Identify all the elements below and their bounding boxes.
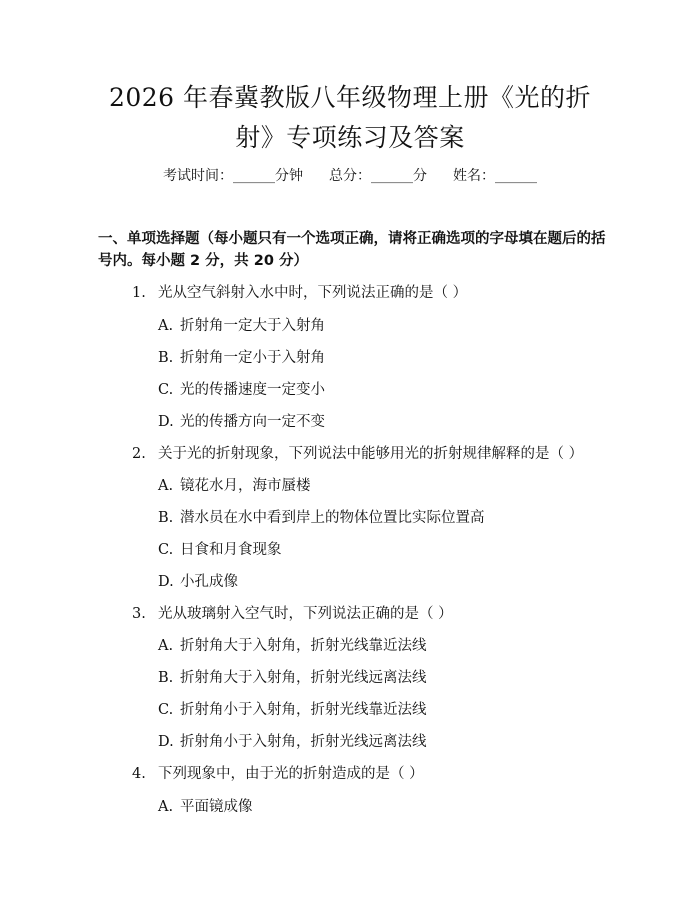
option-text: 折射角一定小于入射角 bbox=[180, 350, 325, 366]
question-number: 2. bbox=[132, 446, 146, 462]
option-text: 折射角小于入射角，折射光线靠近法线 bbox=[180, 702, 427, 718]
option-label: D. bbox=[158, 414, 174, 430]
option-text: 潜水员在水中看到岸上的物体位置比实际位置高 bbox=[180, 510, 485, 526]
option-label: A. bbox=[158, 799, 174, 815]
question-number: 4. bbox=[132, 766, 146, 782]
option-text: 小孔成像 bbox=[180, 574, 238, 590]
question-text: 下列现象中，由于光的折射造成的是（ ） bbox=[158, 766, 424, 782]
question-number: 3. bbox=[132, 606, 146, 622]
option-label: B. bbox=[158, 670, 174, 686]
option-label: C. bbox=[158, 702, 174, 718]
option-label: C. bbox=[158, 382, 174, 398]
option-1-a bbox=[158, 316, 325, 336]
total-score-label: 总分：______分 bbox=[329, 168, 427, 184]
option-2-b bbox=[158, 508, 485, 528]
question-3 bbox=[132, 604, 453, 624]
student-name-label: 姓名：______ bbox=[453, 168, 537, 184]
option-2-a bbox=[158, 476, 311, 496]
option-label: A. bbox=[158, 478, 174, 494]
option-label: B. bbox=[158, 510, 174, 526]
option-text: 折射角大于入射角，折射光线远离法线 bbox=[180, 670, 427, 686]
option-3-d bbox=[158, 732, 427, 752]
question-text: 关于光的折射现象，下列说法中能够用光的折射规律解释的是（ ） bbox=[158, 446, 584, 462]
option-3-b bbox=[158, 668, 427, 688]
section-header-line-2: 号内。每小题 2 分，共 20 分） bbox=[98, 253, 308, 269]
exam-time-label: 考试时间：______分钟 bbox=[163, 168, 303, 184]
question-4 bbox=[132, 764, 424, 784]
question-2 bbox=[132, 444, 583, 464]
option-1-d bbox=[158, 412, 325, 432]
question-text: 光从玻璃射入空气时，下列说法正确的是（ ） bbox=[158, 606, 453, 622]
option-2-c bbox=[158, 540, 282, 560]
option-text: 光的传播方向一定不变 bbox=[180, 414, 325, 430]
exam-info-row bbox=[0, 166, 700, 186]
question-text: 光从空气斜射入水中时，下列说法正确的是（ ） bbox=[158, 285, 468, 301]
option-label: A. bbox=[158, 318, 174, 334]
option-1-c bbox=[158, 380, 325, 400]
option-text: 折射角大于入射角，折射光线靠近法线 bbox=[180, 638, 427, 654]
option-3-a bbox=[158, 636, 427, 656]
title-line-2: 射》专项练习及答案 bbox=[235, 123, 465, 152]
option-label: C. bbox=[158, 542, 174, 558]
option-label: D. bbox=[158, 734, 174, 750]
option-label: B. bbox=[158, 350, 174, 366]
option-2-d bbox=[158, 572, 238, 592]
question-1 bbox=[132, 283, 467, 303]
option-1-b bbox=[158, 348, 325, 368]
option-text: 折射角小于入射角，折射光线远离法线 bbox=[180, 734, 427, 750]
option-text: 日食和月食现象 bbox=[180, 542, 282, 558]
section-header bbox=[98, 228, 608, 272]
document-title bbox=[60, 78, 640, 158]
option-text: 镜花水月，海市蜃楼 bbox=[180, 478, 311, 494]
option-label: D. bbox=[158, 574, 174, 590]
option-text: 平面镜成像 bbox=[180, 799, 253, 815]
question-number: 1. bbox=[132, 285, 146, 301]
section-header-line-1: 一、单项选择题（每小题只有一个选项正确，请将正确选项的字母填在题后的括 bbox=[98, 231, 606, 247]
option-4-a bbox=[158, 797, 253, 817]
title-line-1: 2026 年春冀教版八年级物理上册《光的折 bbox=[108, 83, 592, 112]
option-text: 光的传播速度一定变小 bbox=[180, 382, 325, 398]
option-3-c bbox=[158, 700, 427, 720]
option-label: A. bbox=[158, 638, 174, 654]
option-text: 折射角一定大于入射角 bbox=[180, 318, 325, 334]
